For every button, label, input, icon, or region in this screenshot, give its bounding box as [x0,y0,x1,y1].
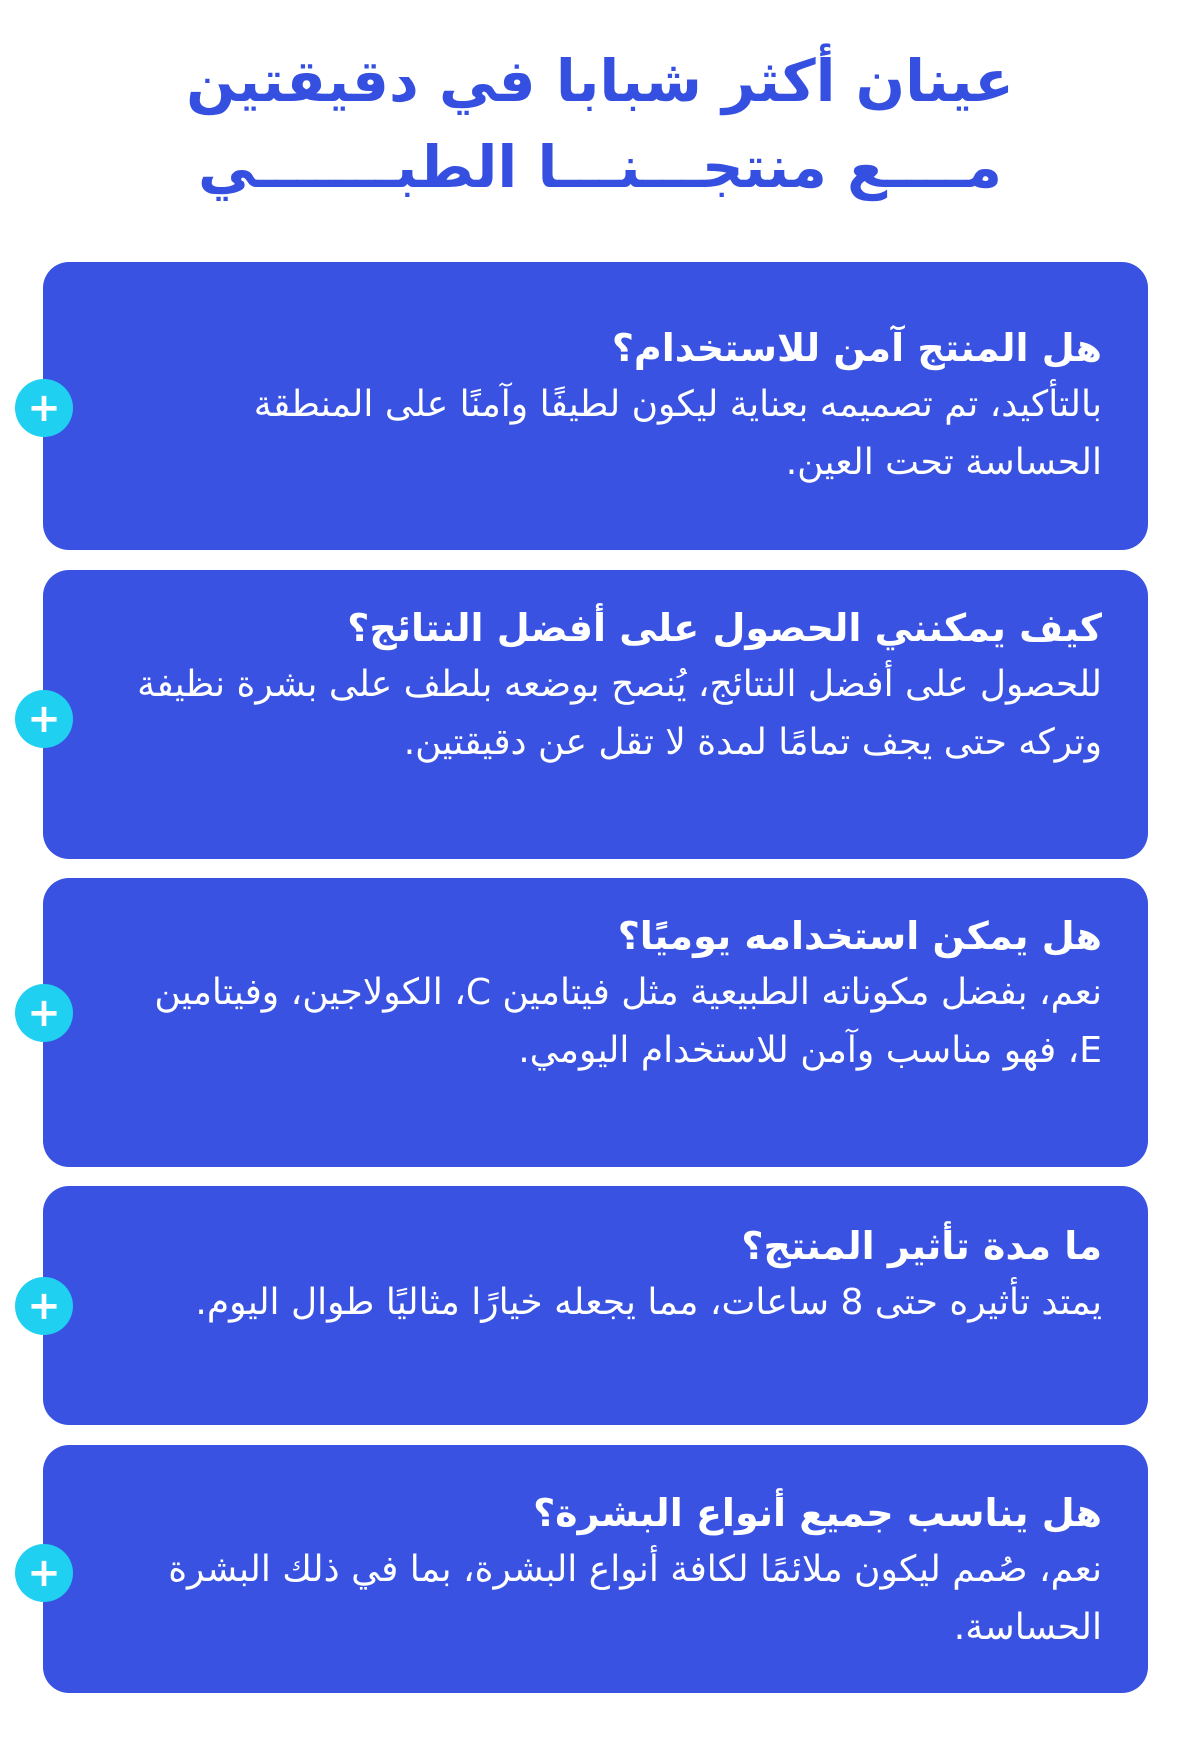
faq-item-skin-types[interactable] [27,1445,1148,1693]
faq-item-daily-use[interactable] [27,878,1148,1167]
faq-answer: نعم، بفضل مكوناته الطبيعية مثل فيتامين C، الكولاجين، وفيتامين E، فهو مناسب وآمن للاستخدام اليومي. [154,972,1102,1071]
faq-answer: يمتد تأثيره حتى 8 ساعات، مما يجعله خيارًا مثاليًا طوال اليوم. [195,1282,1102,1323]
faq-item-safety[interactable] [27,262,1148,550]
faq-answer: نعم، صُمم ليكون ملائمًا لكافة أنواع البشرة، بما في ذلك البشرة الحساسة. [168,1549,1102,1648]
page-title-line-1: عينان أكثر شبابا في دقيقتين [186,47,1014,115]
faq-question: كيف يمكنني الحصول على أفضل النتائج؟ [347,606,1102,650]
faq-answer: بالتأكيد، تم تصميمه بعناية ليكون لطيفًا وآمنًا على المنطقة الحساسة تحت العين. [253,384,1102,483]
faq-question: هل يمكن استخدامه يوميًا؟ [617,914,1102,958]
plus-icon[interactable]: + [15,984,73,1042]
faq-question: هل يناسب جميع أنواع البشرة؟ [533,1491,1102,1535]
faq-question: ما مدة تأثير المنتج؟ [741,1224,1102,1268]
plus-icon[interactable]: + [15,379,73,437]
faq-answer: للحصول على أفضل النتائج، يُنصح بوضعه بلطف على بشرة نظيفة وتركه حتى يجف تمامًا لمدة لا تقل عن دقيقتين. [137,664,1102,763]
faq-question: هل المنتج آمن للاستخدام؟ [611,326,1102,370]
page-title-line-2: مــــع منتجـــنـــا الطبـــــــي [198,133,1002,201]
page-title [0,38,1200,210]
faq-item-duration[interactable] [27,1186,1148,1425]
plus-icon[interactable]: + [15,690,73,748]
faq-item-best-results[interactable] [27,570,1148,859]
plus-icon[interactable]: + [15,1544,73,1602]
plus-icon[interactable]: + [15,1277,73,1335]
